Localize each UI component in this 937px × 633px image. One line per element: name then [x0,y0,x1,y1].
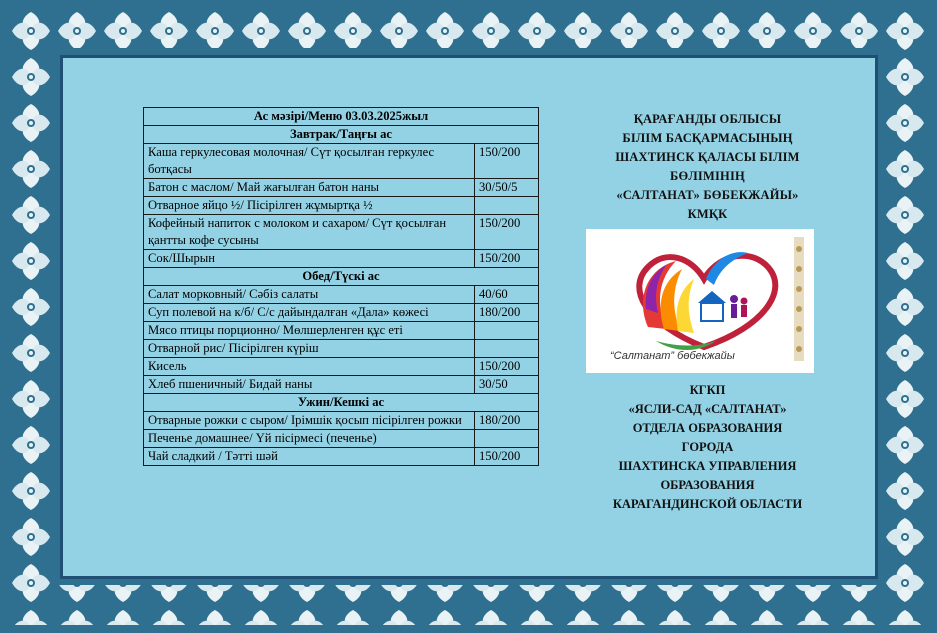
dish-name: Сок/Шырын [144,250,475,268]
org-ru-line: ГОРОДА [681,440,734,454]
table-row [144,376,539,394]
dish-qty: 180/200 [475,304,539,322]
org-ru-line: «ЯСЛИ-САД «САЛТАНАТ» [628,402,787,416]
dish-qty [475,340,539,358]
dish-name: Хлеб пшеничный/ Бидай наны [144,376,475,394]
dish-name: Мясо птицы порционно/ Мөлшерленген құс еті [144,322,475,340]
table-row [144,108,539,126]
dish-qty [475,430,539,448]
org-kz-line: БІЛІМ БАСҚАРМАСЫНЫҢ [622,131,793,145]
organization-name-ru [580,381,835,514]
table-row [144,448,539,466]
table-row [144,126,539,144]
org-ru-line: КГКП [689,383,726,397]
dish-qty: 150/200 [475,250,539,268]
org-ru-line: ШАХТИНСКА УПРАВЛЕНИЯ [618,459,797,473]
org-kz-line: «САЛТАНАТ» БӨБЕКЖАЙЫ» [616,188,799,202]
dish-qty: 150/200 [475,144,539,179]
table-row [144,412,539,430]
dish-qty [475,322,539,340]
dish-name: Отварные рожки с сыром/ Ірімшік қосып пісірілген рожки [144,412,475,430]
organization-name-kz [580,110,835,224]
dish-qty: 150/200 [475,448,539,466]
table-row [144,250,539,268]
table-row [144,179,539,197]
table-row [144,322,539,340]
org-kz-line: ҚАРАҒАНДЫ ОБЛЫСЫ [633,112,782,126]
dish-name: Кисель [144,358,475,376]
dish-name: Печенье домашнее/ Үй пісірмесі (печенье) [144,430,475,448]
dish-qty: 40/60 [475,286,539,304]
dish-name: Чай сладкий / Тәтті шәй [144,448,475,466]
org-ru-line: КАРАГАНДИНСКОЙ ОБЛАСТИ [612,497,803,511]
table-row [144,268,539,286]
table-row [144,430,539,448]
dish-name: Отварное яйцо ½/ Пісірілген жұмыртқа ½ [144,197,475,215]
dish-name: Батон с маслом/ Май жағылған батон наны [144,179,475,197]
table-row [144,358,539,376]
org-ru-line: ОТДЕЛА ОБРАЗОВАНИЯ [632,421,783,435]
section-heading-breakfast: Завтрак/Таңғы ас [144,126,539,144]
menu-title: Ас мәзірі/Меню 03.03.2025жыл [144,108,539,126]
dish-name: Салат морковный/ Сәбіз салаты [144,286,475,304]
org-kz-line: ШАХТИНСК ҚАЛАСЫ БІЛІМ [615,150,800,164]
org-kz-line: КМҚК [687,207,728,221]
kindergarten-logo [586,229,814,373]
dish-qty: 150/200 [475,358,539,376]
table-row [144,197,539,215]
dish-name: Каша геркулесовая молочная/ Сүт қосылған геркулес ботқасы [144,144,475,179]
table-row [144,144,539,179]
menu-table [143,107,539,466]
logo-caption: “Салтанат” бөбекжайы [610,350,735,362]
table-row [144,215,539,250]
dish-qty: 150/200 [475,215,539,250]
table-row [144,340,539,358]
table-row [144,286,539,304]
dish-name: Кофейный напиток с молоком и сахаром/ Сүт қосылған қантты кофе сусыны [144,215,475,250]
dish-qty: 180/200 [475,412,539,430]
dish-qty: 30/50 [475,376,539,394]
org-ru-line: ОБРАЗОВАНИЯ [660,478,755,492]
section-heading-lunch: Обед/Түскі ас [144,268,539,286]
dish-qty [475,197,539,215]
table-row [144,394,539,412]
section-heading-dinner: Ужин/Кешкі ас [144,394,539,412]
table-row [144,304,539,322]
dish-name: Отварной рис/ Пісірілген күріш [144,340,475,358]
org-kz-line: БӨЛІМІНІҢ [670,169,745,183]
dish-qty: 30/50/5 [475,179,539,197]
dish-name: Суп полевой на к/б/ С/с дайындалған «Дала» көжесі [144,304,475,322]
